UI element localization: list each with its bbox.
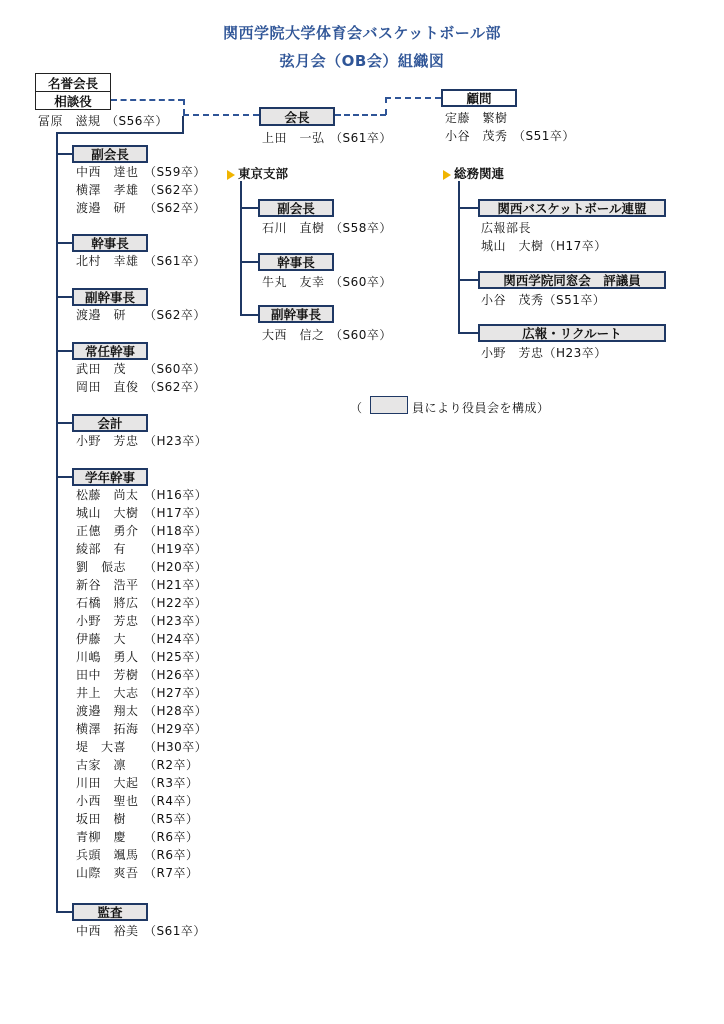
general-heading-text: 総務関連 — [454, 166, 505, 181]
member-grad: （H18卒） — [144, 524, 208, 538]
president-name: 上田 一弘 — [262, 131, 325, 145]
member-grad: （H24卒） — [144, 632, 208, 646]
member-grad: （R2卒） — [144, 758, 199, 772]
member-name: 小西 聖也 — [76, 794, 139, 808]
branch-line — [458, 279, 478, 281]
dashed-connector-right-3 — [385, 97, 441, 99]
member-name: 渡邉 研 — [76, 201, 127, 215]
dashed-connector-left-3 — [183, 114, 259, 116]
member-row — [76, 540, 207, 558]
member-name: 大西 信之 — [262, 328, 325, 342]
dashed-connector-left-2 — [183, 99, 185, 115]
member-row — [76, 828, 207, 846]
branch-line — [56, 296, 72, 298]
member-row — [76, 666, 207, 684]
member-name: 松藤 尚太 — [76, 488, 139, 502]
branch-line — [56, 422, 72, 424]
trunk-top-horizontal — [56, 132, 184, 134]
member-grad: （H23卒） — [144, 614, 208, 628]
general-affairs-heading — [443, 164, 504, 182]
member-name: 城山 大樹 — [76, 506, 139, 520]
member-grad: （S61卒） — [144, 254, 206, 268]
member-name: 小野 芳忠 — [76, 434, 139, 448]
dashed-connector-right-2 — [385, 97, 387, 115]
treasurer-members — [76, 432, 207, 450]
vice-secretary-general-box: 副幹事長 — [72, 288, 148, 306]
tokyo-trunk — [240, 181, 242, 315]
tokyo-heading-text: 東京支部 — [238, 166, 289, 181]
branch-line — [56, 242, 72, 244]
advisor-member — [445, 109, 575, 127]
member-grad: （H17卒） — [144, 506, 208, 520]
auditor-box: 監査 — [72, 903, 148, 921]
left-trunk-vertical — [56, 132, 58, 913]
triangle-marker-icon — [227, 170, 235, 180]
member-name: 正僡 勇介 — [76, 524, 139, 538]
member-name: 武田 茂 — [76, 362, 127, 376]
member-name: 石橋 將広 — [76, 596, 139, 610]
member-name: 新谷 浩平 — [76, 578, 139, 592]
member-grad: （R3卒） — [144, 776, 199, 790]
member-name: 田中 芳樹 — [76, 668, 139, 682]
member-row — [76, 630, 207, 648]
auditor-members — [76, 922, 206, 940]
advisor-box: 顧問 — [441, 89, 517, 107]
branch-line — [56, 911, 72, 913]
member-row — [76, 360, 206, 378]
pr-recruit-box: 広報・リクルート — [478, 324, 666, 342]
member-row — [76, 702, 207, 720]
branch-line — [458, 332, 478, 334]
member-row — [76, 163, 206, 181]
member-row — [76, 522, 207, 540]
member-row — [76, 774, 207, 792]
member-name: 青柳 慶 — [76, 830, 127, 844]
tokyo-branch-heading — [227, 164, 288, 182]
advisor-member — [445, 127, 575, 145]
federation-line-2: 城山 大樹（H17卒） — [481, 239, 607, 253]
member-grad: （H25卒） — [144, 650, 208, 664]
branch-line — [458, 207, 478, 209]
tokyo-vice-president-box: 副会長 — [258, 199, 334, 217]
branch-line — [240, 261, 258, 263]
president-box: 会長 — [259, 107, 335, 126]
member-grad: （H28卒） — [144, 704, 208, 718]
title-line-1: 関西学院大学体育会バスケットボール部 — [223, 24, 501, 42]
member-row — [76, 864, 207, 882]
member-name: 牛丸 友幸 — [262, 275, 325, 289]
member-grad: （H23卒） — [144, 434, 208, 448]
member-row — [76, 252, 206, 270]
branch-line — [240, 314, 258, 316]
member-grad: （S60卒） — [330, 275, 392, 289]
secretary-general-members — [76, 252, 206, 270]
member-grad: （S60卒） — [330, 328, 392, 342]
legend-open-paren: （ — [350, 401, 363, 415]
member-name: 坂田 樹 — [76, 812, 127, 826]
alumni-association-box: 関西学院同窓会 評議員 — [478, 271, 666, 289]
member-grad: （H26卒） — [144, 668, 208, 682]
secretary-general-box: 幹事長 — [72, 234, 148, 252]
member-row — [76, 792, 207, 810]
member-row — [76, 756, 207, 774]
advisor-members — [445, 109, 575, 145]
member-grad: （S62卒） — [144, 201, 206, 215]
legend-sample-box — [370, 396, 408, 414]
member-name: 定藤 繁樹 — [445, 111, 508, 125]
honorary-grad: （S56卒） — [106, 114, 168, 128]
member-name: 岡田 直俊 — [76, 380, 139, 394]
member-row — [76, 199, 206, 217]
class-secretary-box: 学年幹事 — [72, 468, 148, 486]
member-name: 綾部 有 — [76, 542, 127, 556]
member-row — [76, 684, 207, 702]
member-row — [76, 720, 207, 738]
member-name: 横澤 拓海 — [76, 722, 139, 736]
president-member — [262, 129, 392, 146]
legend-text: 員により役員会を構成） — [412, 401, 550, 415]
member-name: 石川 直樹 — [262, 221, 325, 235]
member-grad: （H29卒） — [144, 722, 208, 736]
member-row — [76, 432, 207, 450]
member-row — [76, 378, 206, 396]
tokyo-vice-secretary-box: 副幹事長 — [258, 305, 334, 323]
honorary-name: 冨原 滋規 — [38, 114, 101, 128]
member-grad: （R4卒） — [144, 794, 199, 808]
member-row — [76, 181, 206, 199]
member-row — [76, 738, 207, 756]
member-row — [76, 558, 207, 576]
member-name: 川嶋 勇人 — [76, 650, 139, 664]
member-grad: （R5卒） — [144, 812, 199, 826]
member-name: 横澤 孝雄 — [76, 183, 139, 197]
member-grad: （R6卒） — [144, 830, 199, 844]
member-grad: （R6卒） — [144, 848, 199, 862]
vice-president-members — [76, 163, 206, 217]
member-name: 渡邉 研 — [76, 308, 127, 322]
member-grad: （S61卒） — [144, 924, 206, 938]
member-name: 川田 大起 — [76, 776, 139, 790]
member-row — [76, 922, 206, 940]
member-grad: （S58卒） — [330, 221, 392, 235]
member-name: 井上 大志 — [76, 686, 139, 700]
class-secretary-members — [76, 486, 207, 882]
branch-line — [56, 153, 72, 155]
treasurer-box: 会計 — [72, 414, 148, 432]
member-grad: （S62卒） — [144, 183, 206, 197]
triangle-marker-icon — [443, 170, 451, 180]
pr-recruit-line-1: 小野 芳忠（H23卒） — [481, 346, 607, 360]
member-grad: （H21卒） — [144, 578, 208, 592]
member-grad: （S62卒） — [144, 308, 206, 322]
standing-secretary-box: 常任幹事 — [72, 342, 148, 360]
alumni-line-1: 小谷 茂秀（S51卒） — [481, 293, 606, 307]
tokyo-secretary-general-box: 幹事長 — [258, 253, 334, 271]
member-grad: （S62卒） — [144, 380, 206, 394]
tokyo-member — [262, 326, 392, 343]
member-row — [76, 810, 207, 828]
president-grad: （S61卒） — [330, 131, 392, 145]
member-grad: （H27卒） — [144, 686, 208, 700]
member-grad: （S60卒） — [144, 362, 206, 376]
member-name: 中西 裕美 — [76, 924, 139, 938]
member-name: 古家 凛 — [76, 758, 127, 772]
member-name: 山際 爽吾 — [76, 866, 139, 880]
member-name: 劉 侲志 — [76, 560, 127, 574]
branch-line — [56, 350, 72, 352]
member-grad: （H19卒） — [144, 542, 208, 556]
member-name: 北村 幸雄 — [76, 254, 139, 268]
honorary-member — [38, 112, 168, 129]
trunk-top-vertical — [182, 116, 184, 133]
member-row — [76, 612, 207, 630]
vice-secretary-general-members — [76, 306, 206, 324]
member-grad: （H16卒） — [144, 488, 208, 502]
dashed-connector-left-1 — [111, 99, 184, 101]
member-name: 伊藤 大 — [76, 632, 127, 646]
branch-line — [240, 207, 258, 209]
member-row — [76, 846, 207, 864]
honorary-chairman-box: 名誉会長 — [35, 73, 111, 92]
tokyo-member — [262, 273, 392, 290]
member-grad: （S59卒） — [144, 165, 206, 179]
member-name: 兵頭 颯馬 — [76, 848, 139, 862]
federation-line-1: 広報部長 — [481, 221, 532, 235]
member-row — [76, 576, 207, 594]
member-grad: （R7卒） — [144, 866, 199, 880]
member-grad: （H30卒） — [144, 740, 208, 754]
general-trunk — [458, 181, 460, 334]
member-name: 中西 達也 — [76, 165, 139, 179]
vice-president-box: 副会長 — [72, 145, 148, 163]
member-row — [76, 504, 207, 522]
branch-line — [56, 476, 72, 478]
member-name: 堤 大喜 — [76, 740, 127, 754]
title-line-2: 弦月会（OB会）組織図 — [279, 52, 445, 70]
kansai-basketball-federation-box: 関西バスケットボール連盟 — [478, 199, 666, 217]
standing-secretary-members — [76, 360, 206, 396]
member-name: 小野 芳忠 — [76, 614, 139, 628]
member-row — [76, 594, 207, 612]
member-row — [76, 306, 206, 324]
member-row — [76, 486, 207, 504]
dashed-connector-right-1 — [335, 114, 386, 116]
member-row — [76, 648, 207, 666]
tokyo-member — [262, 219, 392, 236]
consultant-box: 相談役 — [35, 91, 111, 110]
member-name: 渡邉 翔太 — [76, 704, 139, 718]
member-name: 小谷 茂秀 — [445, 129, 508, 143]
member-grad: （S51卒） — [513, 129, 575, 143]
member-grad: （H22卒） — [144, 596, 208, 610]
member-grad: （H20卒） — [144, 560, 208, 574]
